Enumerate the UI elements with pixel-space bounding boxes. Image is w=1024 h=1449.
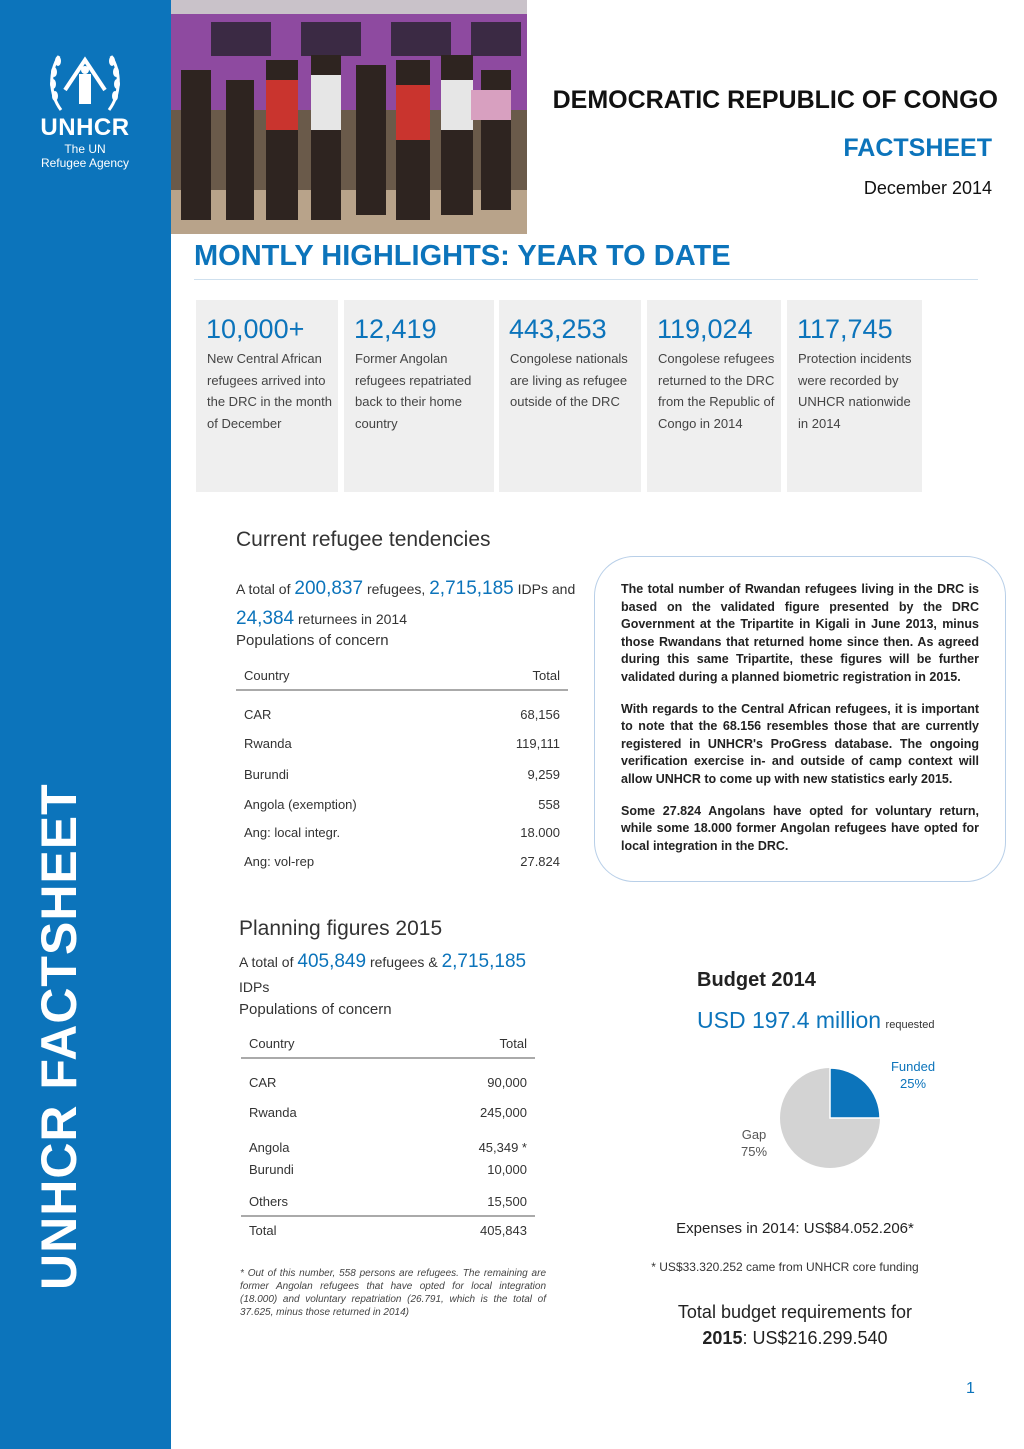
row-total: 45,349 * — [478, 1139, 527, 1155]
info-paragraph: With regards to the Central African refugees, it is important to note that the 68.156 resembles those that are currently registered in UNHCR's ProGress database. The ongoing verification exercise in- and outside of camp context will allow UNHCR to come up with new statistics early 2015. — [621, 701, 979, 786]
row-total: 119,111 — [515, 736, 560, 751]
planning-table — [241, 1036, 535, 1238]
header-photo — [171, 0, 527, 234]
highlight-text: Congolese refugees returned to the DRC from the Republic of Congo in 2014 — [658, 351, 775, 431]
planning-title: Planning figures 2015 — [239, 917, 443, 940]
table-row — [236, 790, 568, 818]
current-idps-label: IDPs and — [517, 581, 576, 597]
row-country: Angola — [249, 1139, 290, 1155]
pie-slice-funded — [830, 1068, 880, 1118]
row-total: 90,000 — [487, 1075, 527, 1090]
row-total: 558 — [538, 796, 560, 812]
col-total: Total — [387, 1036, 535, 1058]
table-row — [241, 1058, 535, 1096]
row-total: 18.000 — [520, 825, 560, 840]
row-country: Burundi — [244, 767, 289, 782]
budget-amount-line — [697, 1007, 934, 1034]
planning-footnote: * Out of this number, 558 persons are refugees. The remaining are former Angolan refugees that have opted for local integration (18.000) and voluntary repatriation (26.791, which is the total of 37.625, minus those returned in 2014) — [240, 1268, 546, 1318]
highlights-title: MONTLY HIGHLIGHTS: YEAR TO DATE — [194, 240, 731, 272]
highlight-text: Former Angolan refugees repatriated back to their home country — [355, 351, 472, 431]
info-paragraph: Some 27.824 Angolans have opted for voluntary return, while some 18.000 former Angolan refugees have opted for local integration in the DRC. — [621, 803, 979, 853]
org-sub1: The UN — [64, 142, 106, 156]
table-row — [241, 1096, 535, 1128]
planning-idps: 2,715,185 — [441, 951, 527, 972]
row-country: Others — [249, 1194, 289, 1209]
current-title: Current refugee tendencies — [236, 528, 491, 551]
row-total: 10,000 — [487, 1161, 527, 1177]
table-row — [236, 818, 568, 847]
budget-total-amount: : US$216.299.540 — [742, 1328, 888, 1348]
current-table — [236, 668, 568, 876]
total-value: 405,843 — [387, 1216, 535, 1238]
highlight-number: 12,419 — [354, 314, 437, 344]
highlight-text: Protection incidents were recorded by UNHCR nationwide in 2014 — [798, 351, 912, 431]
budget-core-note: * US$33.320.252 came from UNHCR core funding — [651, 1260, 919, 1274]
unhcr-logo — [30, 50, 140, 170]
row-country: Rwanda — [244, 736, 292, 751]
row-total: 245,000 — [480, 1104, 527, 1120]
budget-expenses: Expenses in 2014: US$84.052.206* — [676, 1220, 914, 1237]
table-row — [241, 1158, 535, 1180]
pie-label-funded-percent: 25% — [899, 1076, 927, 1091]
vertical-title: UNHCR FACTSHEET — [31, 783, 87, 1290]
budget-pie-chart — [700, 1052, 960, 1182]
row-total: 15,500 — [487, 1194, 527, 1209]
table-header — [236, 668, 568, 690]
pie-label-gap: Gap — [741, 1127, 767, 1142]
current-pop-title: Populations of concern — [236, 632, 389, 649]
row-total: 68,156 — [520, 707, 560, 722]
current-returnees-label: returnees in 2014 — [298, 611, 407, 627]
highlight-number: 117,745 — [797, 314, 893, 344]
highlight-box — [196, 300, 338, 492]
doc-type: FACTSHEET — [843, 134, 992, 162]
planning-refugees-label: refugees & — [369, 954, 438, 970]
table-row — [241, 1128, 535, 1158]
org-sub2: Refugee Agency — [40, 156, 130, 170]
row-country: CAR — [244, 707, 272, 722]
current-refugees: 200,837 — [294, 578, 364, 599]
budget-total — [640, 1299, 950, 1351]
table-header — [241, 1036, 535, 1058]
page-number: 1 — [966, 1380, 975, 1397]
budget-total-year: 2015 — [702, 1328, 743, 1348]
planning-refugees: 405,849 — [297, 951, 367, 972]
pie-label-gap-percent: 75% — [740, 1144, 768, 1159]
budget-total-line1: Total budget requirements for — [677, 1302, 913, 1322]
row-country: Ang: vol-rep — [244, 854, 315, 869]
planning-prefix: A total of — [239, 954, 294, 970]
unhcr-emblem-icon — [45, 50, 125, 112]
table-row — [236, 690, 568, 728]
doc-date: December 2014 — [863, 178, 992, 198]
row-total: 27.824 — [520, 854, 560, 869]
table-total-row — [241, 1216, 535, 1238]
row-country: CAR — [249, 1075, 277, 1090]
info-paragraph: The total number of Rwandan refugees living in the DRC is based on the validated figure presented by the DRC Government at the Tripartite in Kigali in June 2013, minus those Rwandans that returned home since then. As agreed during this same Tripartite, these figures will be further validated during a planned biometric registration in 2015. — [621, 582, 979, 684]
col-total: Total — [462, 668, 568, 690]
highlight-box — [499, 300, 641, 492]
current-refugees-label: refugees, — [366, 581, 426, 597]
highlight-box — [787, 300, 922, 492]
row-country: Ang: local integr. — [244, 825, 341, 840]
highlight-box — [344, 300, 494, 492]
current-idps: 2,715,185 — [429, 578, 514, 599]
table-row — [236, 728, 568, 759]
table-row — [236, 759, 568, 790]
highlight-number: 10,000+ — [206, 314, 305, 344]
budget-title: Budget 2014 — [697, 969, 816, 991]
planning-idps-label: IDPs — [239, 979, 270, 995]
current-returnees: 24,384 — [236, 608, 295, 629]
highlight-number: 119,024 — [657, 314, 753, 344]
org-name: UNHCR — [40, 114, 130, 141]
current-prefix: A total of — [236, 581, 291, 597]
row-total: 9,259 — [527, 767, 560, 782]
row-country: Rwanda — [249, 1104, 297, 1120]
row-country: Burundi — [249, 1161, 294, 1177]
planning-pop-title: Populations of concern — [239, 1001, 392, 1018]
highlight-text: Congolese nationals are living as refugee outside of the DRC — [510, 351, 628, 409]
country-title: DEMOCRATIC REPUBLIC OF CONGO — [552, 86, 998, 114]
pie-label-funded: Funded — [890, 1059, 936, 1074]
highlight-text: New Central African refugees arrived into the DRC in the month of December — [207, 351, 333, 431]
highlight-number: 443,253 — [509, 314, 607, 344]
planning-totals — [239, 949, 539, 1000]
row-country: Angola (exemption) — [244, 796, 357, 812]
current-totals — [236, 574, 576, 634]
table-row — [241, 1180, 535, 1216]
col-country: Country — [241, 1036, 387, 1058]
budget-requested: requested — [885, 1019, 935, 1031]
total-label: Total — [241, 1216, 387, 1238]
divider — [194, 279, 978, 280]
info-box — [594, 556, 1006, 882]
table-row — [236, 847, 568, 876]
col-country: Country — [236, 668, 462, 690]
budget-amount: USD 197.4 million — [697, 1007, 882, 1033]
highlight-box — [647, 300, 781, 492]
